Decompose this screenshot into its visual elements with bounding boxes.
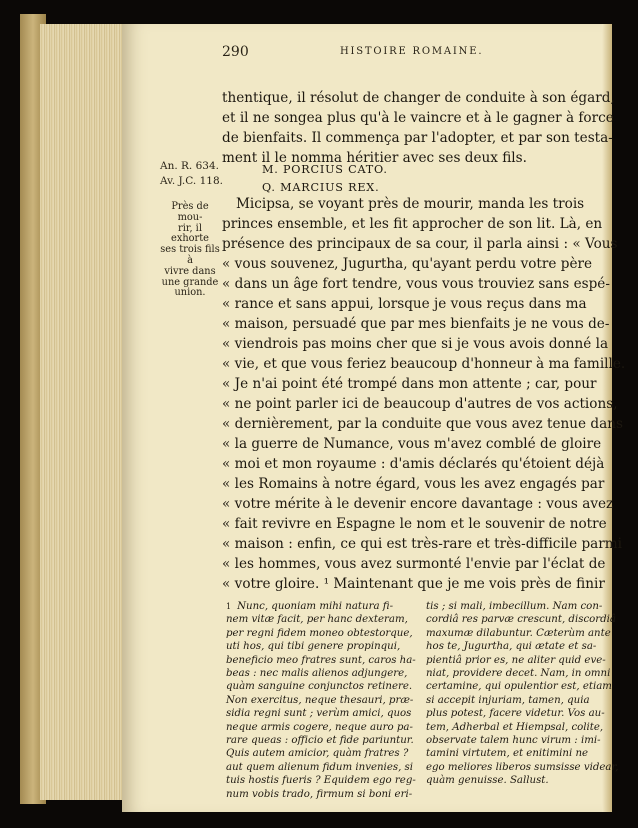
text-line: de bienfaits. Il commença par l'adopter, et par son testa- <box>222 130 613 146</box>
text-line: « les Romains à notre égard, vous les avez engagés par <box>222 476 605 492</box>
footnote-line: 1 Nunc, quoniam mihi natura fi- <box>226 601 394 612</box>
text-line: « viendrois pas moins cher que si je vous avois donné la <box>222 336 609 352</box>
running-title: HISTOIRE ROMAINE. <box>340 46 484 57</box>
year-before-christ: Av. J.C. 118. <box>160 175 223 187</box>
text-line: « moi et mon royaume : d'amis déclarés qu'étoient déjà <box>222 456 605 472</box>
footnote-line: tis ; si mali, imbecillum. Nam con- <box>426 601 603 612</box>
year-of-rome: An. R. 634. <box>160 160 219 172</box>
text-line: « Je n'ai point été trompé dans mon attente ; car, pour <box>222 376 597 392</box>
text-line: « fait revivre en Espagne le nom et le souvenir de notre <box>222 516 607 532</box>
footnote-line: si accepit injuriam, tamen, quia <box>426 694 590 706</box>
footnote-line: tem, Adherbal et Hiempsal, colite, <box>426 721 604 733</box>
footnote-line: certamine, qui opulentior est, etiam <box>426 681 612 693</box>
footnote-line: beas : nec malis alienos adjungere, <box>226 668 408 680</box>
text-line: Micipsa, se voyant près de mourir, manda les trois <box>236 196 585 212</box>
text-line: « votre gloire. ¹ Maintenant que je me vois près de finir <box>222 576 605 592</box>
footnote-line: per regni fidem moneo obtestorque, <box>226 627 413 639</box>
footnote-line: neque armis cogere, neque auro pa- <box>226 721 413 733</box>
margin-note-line: ses trois fils à <box>160 244 220 266</box>
footnote-line: Quis autem amicior, quàm fratres ? <box>226 748 409 760</box>
footnote-line: niat, providere decet. Nam, in omni <box>426 668 611 680</box>
footnote-line: num vobis trado, firmum si boni eri- <box>226 788 413 800</box>
text-line: « vie, et que vous feriez beaucoup d'honneur à ma famille. <box>222 356 626 372</box>
margin-note-line: rir, il exhorte <box>171 222 209 245</box>
footnote-right <box>426 600 618 788</box>
text-line: « dernièrement, par la conduite que vous avez tenue dans <box>222 416 623 432</box>
footnote-line: uti hos, qui tibi genere propinqui, <box>226 641 401 653</box>
footnote-line: ego meliores liberos sumsisse videar, <box>426 761 619 773</box>
margin-note-line: Près de mou- <box>171 201 209 223</box>
page-header <box>222 44 606 60</box>
footnote-line: maxumæ dilabuntur. Cæterùm ante <box>426 627 611 639</box>
footnote-marker: 1 <box>226 602 232 611</box>
text-line: « rance et sans appui, lorsque je vous reçus dans ma <box>222 296 587 312</box>
footnote-line: hos te, Jugurtha, qui ætate et sa- <box>426 641 597 653</box>
footnote-line: pientiâ prior es, ne aliter quid eve- <box>426 654 606 666</box>
footnote-left <box>226 600 416 801</box>
footnote-line: quàm sanguine conjunctos retinere. <box>226 681 413 693</box>
footnote-line: aut quem alienum fidum invenies, si <box>226 761 414 773</box>
footnote-line: rare queas : officio et fide pariuntur. <box>226 735 414 747</box>
margin-note-line: vivre dans <box>164 265 216 277</box>
text-line: « votre mérite à le devenir encore davantage : vous avez <box>222 496 614 512</box>
text-line: « les hommes, vous avez surmonté l'envie par l'éclat de <box>222 556 606 572</box>
consul-name: Q. MARCIUS REX. <box>262 181 380 194</box>
footnote-line: cordiâ res parvæ crescunt, discordiâ <box>426 614 617 626</box>
footnote-line: tuis hostis fueris ? Equidem ego reg- <box>226 775 416 787</box>
text-line: princes ensemble, et les fit approcher de son lit. Là, en <box>222 216 603 232</box>
footnote-line: sidia regni sunt ; verùm amici, quos <box>226 708 412 720</box>
text-line: présence des principaux de sa cour, il parla ainsi : « Vous <box>222 236 618 252</box>
text-line: « maison : enfin, ce qui est très-rare et très-difficile parmi <box>222 536 623 552</box>
text-line: ment il le nomma héritier avec ses deux fils. <box>222 150 527 166</box>
text-line: et il ne songea plus qu'à le vaincre et à le gagner à force <box>222 110 614 126</box>
footnote-line: observate talem hunc virum : imi- <box>426 735 601 747</box>
margin-note-line: union. <box>174 287 206 299</box>
page-edges <box>40 24 126 800</box>
year-annotation <box>160 159 223 189</box>
consul-name: M. PORCIUS CATO. <box>262 163 388 176</box>
text-line: « la guerre de Numance, vous m'avez comblé de gloire <box>222 436 602 452</box>
footnote-line: Non exercitus, neque thesauri, præ- <box>226 694 414 706</box>
footnote-line: quàm genuisse. Sallust. <box>426 775 549 787</box>
margin-note-line: une grande <box>161 276 219 288</box>
text-line: « vous souvenez, Jugurtha, qu'ayant perdu votre père <box>222 256 593 272</box>
footnote-line: plus potest, facere videtur. Vos au- <box>426 708 605 720</box>
margin-note <box>160 202 220 299</box>
text-line: « dans un âge fort tendre, vous vous trouviez sans espé- <box>222 276 610 292</box>
text-line: « maison, persuadé que par mes bienfaits je ne vous de- <box>222 316 610 332</box>
text-line: « ne point parler ici de beaucoup d'autres de vos actions, <box>222 396 618 412</box>
footnote-line: tamini virtutem, et enitimini ne <box>426 748 589 760</box>
page-number: 290 <box>222 44 249 60</box>
footnote-line: beneficio meo fratres sunt, caros ha- <box>226 654 416 666</box>
footnote-line: nem vitæ facit, per hanc dexteram, <box>226 614 408 626</box>
text-line: thentique, il résolut de changer de conduite à son égard, <box>222 90 615 106</box>
